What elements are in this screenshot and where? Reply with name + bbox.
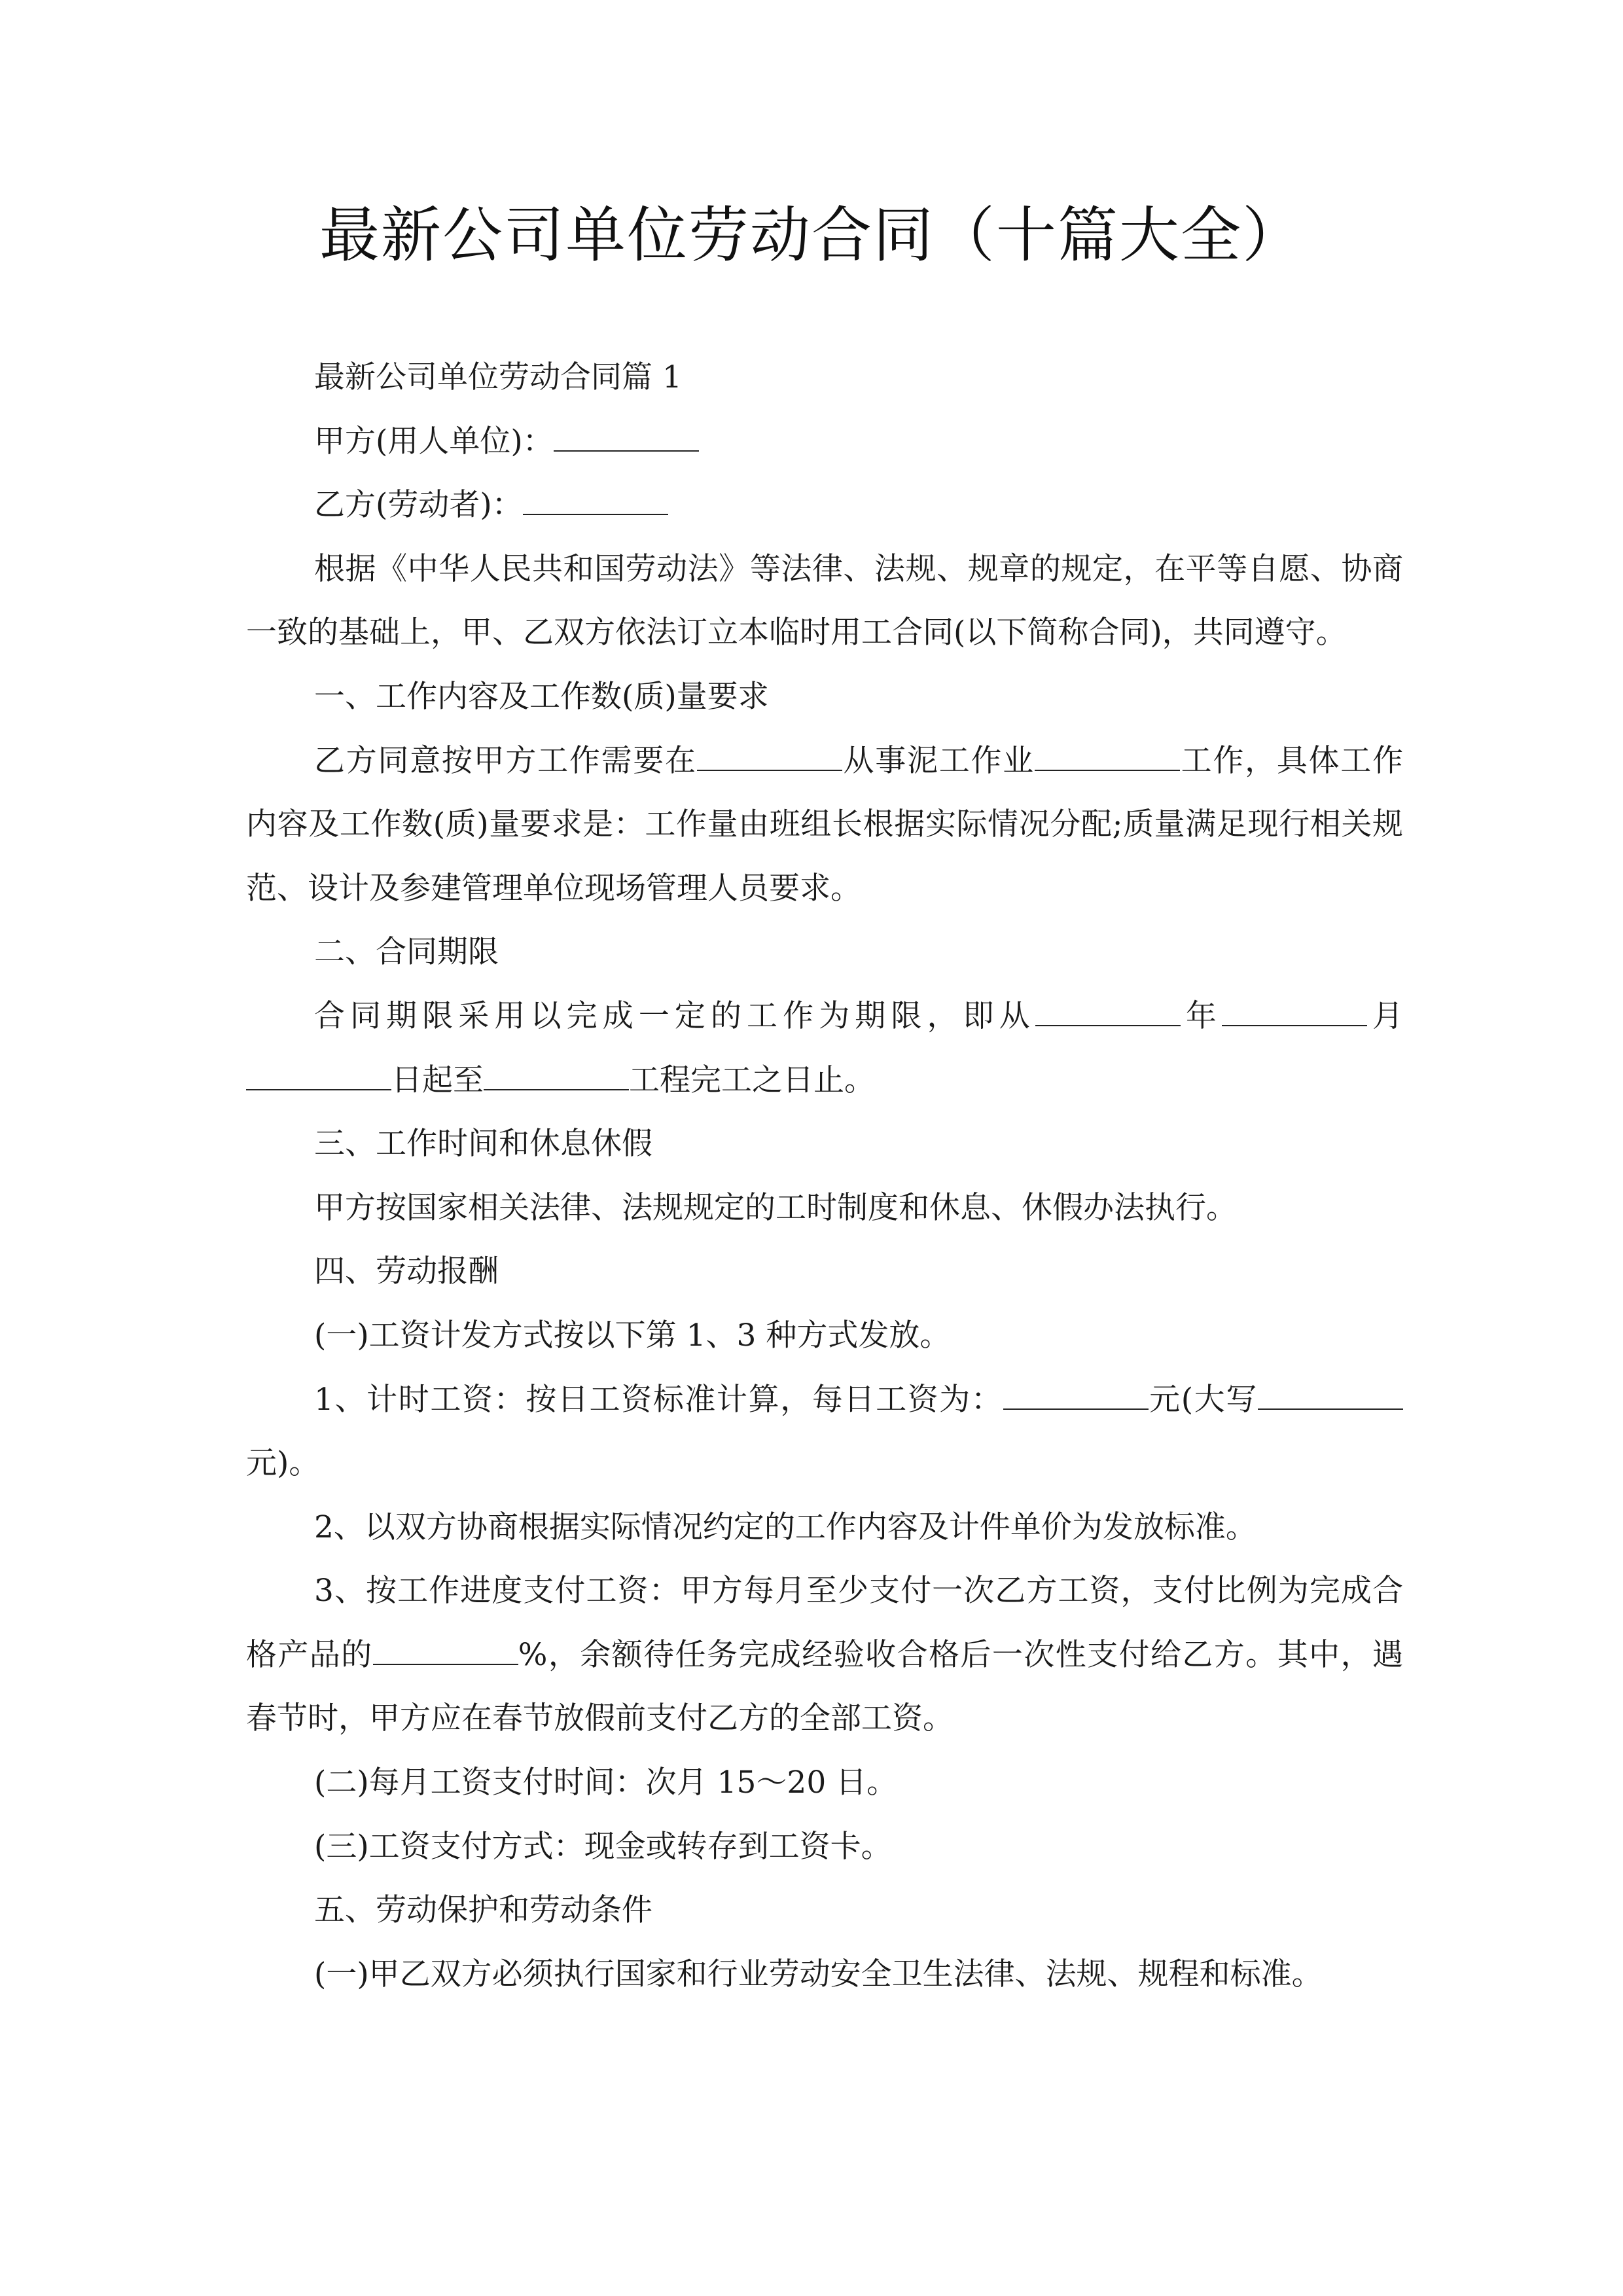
fill-in-blank — [554, 424, 699, 452]
fill-in-blank — [1258, 1382, 1403, 1410]
paragraph — [246, 1112, 1403, 1176]
paragraph — [246, 346, 1403, 410]
fill-in-blank — [246, 1063, 391, 1090]
paragraph-text: 四、劳动报酬 — [314, 1253, 499, 1290]
paragraph — [246, 1240, 1403, 1304]
paragraph-text: (二)每月工资支付时间：次月 15～20 日。 — [314, 1765, 898, 1801]
fill-in-blank — [1222, 999, 1367, 1026]
paragraph-text: 3、按工作进度支付工资：甲方每月至少支付一次乙方工资，支付比例为完成合格产品的 — [246, 1573, 1403, 1673]
fill-in-blank — [697, 744, 842, 771]
paragraph-text: 一、工作内容及工作数(质)量要求 — [314, 678, 769, 715]
paragraph — [246, 537, 1403, 665]
paragraph-text: (一)甲乙双方必须执行国家和行业劳动安全卫生法律、法规、规程和标准。 — [314, 1956, 1323, 1992]
fill-in-blank — [523, 488, 668, 515]
paragraph — [246, 984, 1403, 1112]
paragraph-text: 从事泥工作业 — [842, 742, 1035, 779]
paragraph-text: 五、劳动保护和劳动条件 — [314, 1892, 652, 1929]
paragraph — [246, 1751, 1403, 1815]
fill-in-blank — [1035, 744, 1180, 771]
paragraph-text: 合同期限采用以完成一定的工作为期限，即从 — [314, 997, 1035, 1034]
paragraph — [246, 1559, 1403, 1751]
document-body — [246, 346, 1403, 2006]
paragraph-text: %，余额待任务完成经验收合格后一次性支付给乙方。其中，遇春节时，甲方应在春节放假前支付乙方的全部工资。 — [246, 1636, 1404, 1737]
paragraph — [246, 1496, 1403, 1560]
paragraph — [246, 473, 1403, 537]
paragraph — [246, 1815, 1403, 1879]
paragraph-text: 甲方按国家相关法律、法规规定的工时制度和休息、休假办法执行。 — [314, 1189, 1237, 1226]
paragraph — [246, 1878, 1403, 1943]
paragraph — [246, 920, 1403, 984]
document-title: 最新公司单位劳动合同（十篇大全） — [319, 200, 1304, 270]
paragraph-text: (三)工资支付方式：现金或转存到工资卡。 — [314, 1828, 892, 1865]
paragraph-text: 1、计时工资：按日工资标准计算，每日工资为： — [314, 1381, 1003, 1418]
paragraph-text: 元)。 — [246, 1445, 320, 1482]
paragraph — [246, 1304, 1403, 1368]
paragraph-text: (一)工资计发方式按以下第 1、3 种方式发放。 — [314, 1317, 951, 1354]
paragraph-text: 甲方(用人单位)： — [314, 423, 554, 459]
paragraph-text: 工程完工之日止。 — [629, 1062, 875, 1098]
fill-in-blank — [1035, 999, 1181, 1026]
paragraph — [246, 410, 1403, 474]
fill-in-blank — [484, 1063, 629, 1090]
paragraph-text: 乙方同意按甲方工作需要在 — [314, 742, 697, 779]
paragraph-text: 年 — [1180, 997, 1222, 1034]
paragraph-text: 三、工作时间和休息休假 — [314, 1126, 652, 1162]
fill-in-blank — [1003, 1382, 1149, 1410]
paragraph — [246, 1943, 1403, 2007]
paragraph-text: 二、合同期限 — [314, 934, 499, 971]
fill-in-blank — [373, 1638, 518, 1665]
paragraph — [246, 1176, 1403, 1240]
paragraph-text: 月 — [1366, 997, 1404, 1034]
paragraph-text: 日起至 — [391, 1062, 484, 1098]
paragraph — [246, 1368, 1403, 1496]
paragraph-text: 最新公司单位劳动合同篇 1 — [314, 359, 682, 395]
paragraph-text: 2、以双方协商根据实际情况约定的工作内容及计件单价为发放标准。 — [314, 1509, 1257, 1545]
paragraph — [246, 665, 1403, 729]
paragraph — [246, 729, 1403, 921]
paragraph-text: 元(大写 — [1148, 1381, 1258, 1418]
paragraph-text: 乙方(劳动者)： — [314, 487, 523, 524]
paragraph-text: 根据《中华人民共和国劳动法》等法律、法规、规章的规定，在平等自愿、协商一致的基础上，甲、乙双方依法订立本临时用工合同(以下简称合同)，共同遵守。 — [246, 550, 1403, 651]
paragraph-text: 工作，具体工作内容及工作数(质)量要求是：工作量由班组长根据实际情况分配;质量满足现行相关规范、设计及参建管理单位现场管理人员要求。 — [246, 742, 1404, 906]
